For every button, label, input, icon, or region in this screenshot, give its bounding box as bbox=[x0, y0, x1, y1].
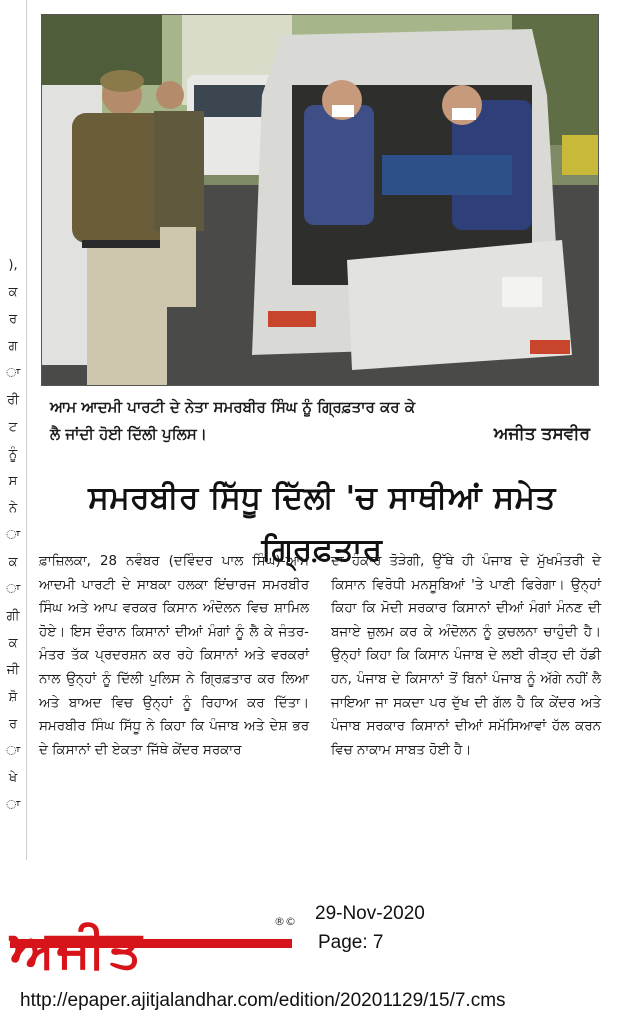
ajit-logo bbox=[10, 915, 300, 985]
source-url[interactable]: http://epaper.ajitjalandhar.com/edition/20201129/15/7.cms bbox=[20, 990, 506, 1011]
adjacent-article-glyph: ਨੂੰ bbox=[8, 447, 18, 462]
adjacent-article-glyph: ਾ bbox=[5, 582, 21, 597]
adjacent-article-glyph: ਗੀ bbox=[6, 609, 20, 624]
adjacent-article-glyph: ਾ bbox=[5, 366, 21, 381]
caption-line-2: ਲੈ ਜਾਂਦੀ ਹੋਈ ਦਿੱਲੀ ਪੁਲਿਸ। bbox=[50, 425, 207, 443]
adjacent-article-glyph: ਖੇ bbox=[8, 771, 18, 786]
adjacent-article-glyph: ਕ bbox=[8, 636, 18, 651]
adjacent-article-glyph: ਰੀ bbox=[7, 393, 19, 408]
photo-credit: ਅਜੀਤ ਤਸਵੀਰ bbox=[493, 424, 590, 444]
photo-illustration bbox=[42, 15, 599, 386]
edition-date: 29-Nov-2020 bbox=[315, 903, 425, 924]
news-clipping bbox=[38, 10, 602, 878]
article-column-right bbox=[331, 550, 601, 762]
registered-copyright-mark: ®© bbox=[274, 915, 296, 928]
adjacent-article-glyph: ਕ bbox=[8, 285, 18, 300]
logo-wordmark: ਅਜੀਤ bbox=[10, 920, 144, 980]
adjacent-article-glyph: ), bbox=[8, 258, 18, 273]
column-rule bbox=[26, 0, 27, 860]
adjacent-article-glyph: ਾ bbox=[5, 744, 21, 759]
adjacent-article-glyph: ਸ਼ੋ bbox=[8, 690, 18, 705]
adjacent-article-glyph: ਾ bbox=[5, 528, 21, 543]
adjacent-article-glyph: ਾ bbox=[5, 798, 21, 813]
adjacent-article-glyph: ਨੇ bbox=[8, 501, 18, 516]
adjacent-article-glyph: ਗ bbox=[8, 339, 18, 354]
article-headline: ਸਮਰਬੀਰ ਸਿੱਧੂ ਦਿੱਲੀ 'ਚ ਸਾਥੀਆਂ ਸਮੇਤ ਗ੍ਰਿਫ਼ਤਾਰ bbox=[88, 480, 556, 568]
article-body-right: ਦਾ ਹੰਕਾਰ ਤੋੜੇਗੀ, ਉੱਥੇ ਹੀ ਪੰਜਾਬ ਦੇ ਮੁੱਖਮੰਤਰੀ ਦੇ ਕਿਸਾਨ ਵਿਰੋਧੀ ਮਨਸੂਬਿਆਂ 'ਤੇ ਪਾਣੀ ਫਿਰੇਗਾ। ਉਨ੍ਹਾਂ ਕਿਹਾ ਕਿ ਮੋਦੀ ਸਰਕਾਰ ਕਿਸਾਨਾਂ ਦੀਆਂ ਮੰਗਾਂ ਮੰਨਣ ਦੀ ਬਜਾਏ ਜ਼ੁਲਮ ਕਰ ਕੇ ਅੰਦੋਲਨ ਨੂੰ ਕੁਚਲਨਾ ਚਾਹੁੰਦੀ ਹੈ। ਉਨ੍ਹਾਂ ਕਿਹਾ ਕਿ ਕਿਸਾਨ ਪੰਜਾਬ ਦੇ ਲਈ ਰੀੜ੍ਹ ਦੀ ਹੱਡੀ ਹਨ, ਪੰਜਾਬ ਦੇ ਕਿਸਾਨਾਂ ਤੋਂ ਬਿਨਾਂ ਪੰਜਾਬ ਨੂੰ ਅੱਗੇ ਨਹੀਂ ਲੈ ਜਾਇਆ ਜਾ ਸਕਦਾ ਪਰ ਦੁੱਖ ਦੀ ਗੱਲ ਹੈ ਕਿ ਕੇਂਦਰ ਅਤੇ ਪੰਜਾਬ ਸਰਕਾਰ ਕਿਸਾਨਾਂ ਦੀਆਂ ਸਮੱਸਿਆਵਾਂ ਹੱਲ ਕਰਨ ਵਿਚ ਨਾਕਾਮ ਸਾਬਤ ਹੋਈ ਹੈ। bbox=[331, 554, 601, 758]
adjacent-article-glyph: ਸ bbox=[8, 474, 18, 489]
article-column-left bbox=[39, 550, 309, 762]
news-photo bbox=[41, 14, 599, 386]
adjacent-article-glyph: ਟ bbox=[8, 420, 18, 435]
adjacent-article-glyph: ਰ bbox=[8, 717, 18, 732]
adjacent-article-strip bbox=[0, 0, 30, 880]
article-body-left: ਫ਼ਾਜ਼ਿਲਕਾ, 28 ਨਵੰਬਰ (ਦਵਿੰਦਰ ਪਾਲ ਸਿੰਘ)-ਆਮ ਆਦਮੀ ਪਾਰਟੀ ਦੇ ਸਾਬਕਾ ਹਲਕਾ ਇਂਚਾਰਜ ਸਮਰਬੀਰ ਸਿੰਘ ਅਤੇ ਆਪ ਵਰਕਰ ਕਿਸਾਨ ਅੰਦੋਲਨ ਵਿਚ ਸ਼ਾਮਿਲ ਹੋਏ। ਇਸ ਦੌਰਾਨ ਕਿਸਾਨਾਂ ਦੀਆਂ ਮੰਗਾਂ ਨੂੰ ਲੈ ਕੇ ਜੰਤਰ-ਮੰਤਰ ਤੱਕ ਪ੍ਰਦਰਸ਼ਨ ਕਰ ਰਹੇ ਕਿਸਾਨਾਂ ਅਤੇ ਵਰਕਰਾਂ ਨਾਲ ਉਨ੍ਹਾਂ ਨੂੰ ਦਿੱਲੀ ਪੁਲਿਸ ਨੇ ਗ੍ਰਿਫ਼ਤਾਰ ਕਰ ਲਿਆ ਅਤੇ ਬਾਅਦ ਵਿਚ ਉਨ੍ਹਾਂ ਨੂੰ ਰਿਹਾਅ ਕਰ ਦਿੱਤਾ। ਸਮਰਬੀਰ ਸਿੰਘ ਸਿੱਧੂ ਨੇ ਕਿਹਾ ਕਿ ਪੰਜਾਬ ਅਤੇ ਦੇਸ਼ ਭਰ ਦੇ ਕਿਸਾਨਾਂ ਦੀ ਏਕਤਾ ਜਿੱਥੇ ਕੇਂਦਰ ਸਰਕਾਰ bbox=[39, 554, 309, 758]
adjacent-article-glyph: ਰ bbox=[8, 312, 18, 327]
adjacent-article-glyph: ਕ bbox=[8, 555, 18, 570]
adjacent-article-glyph: ਜੀ bbox=[6, 663, 20, 678]
caption-line-1: ਆਮ ਆਦਮੀ ਪਾਰਟੀ ਦੇ ਨੇਤਾ ਸਮਰਬੀਰ ਸਿੰਘ ਨੂੰ ਗ੍ਰਿਫ਼ਤਾਰ ਕਰ ਕੇ bbox=[50, 398, 416, 416]
photo-caption bbox=[50, 394, 598, 448]
page-number: Page: 7 bbox=[318, 932, 384, 953]
